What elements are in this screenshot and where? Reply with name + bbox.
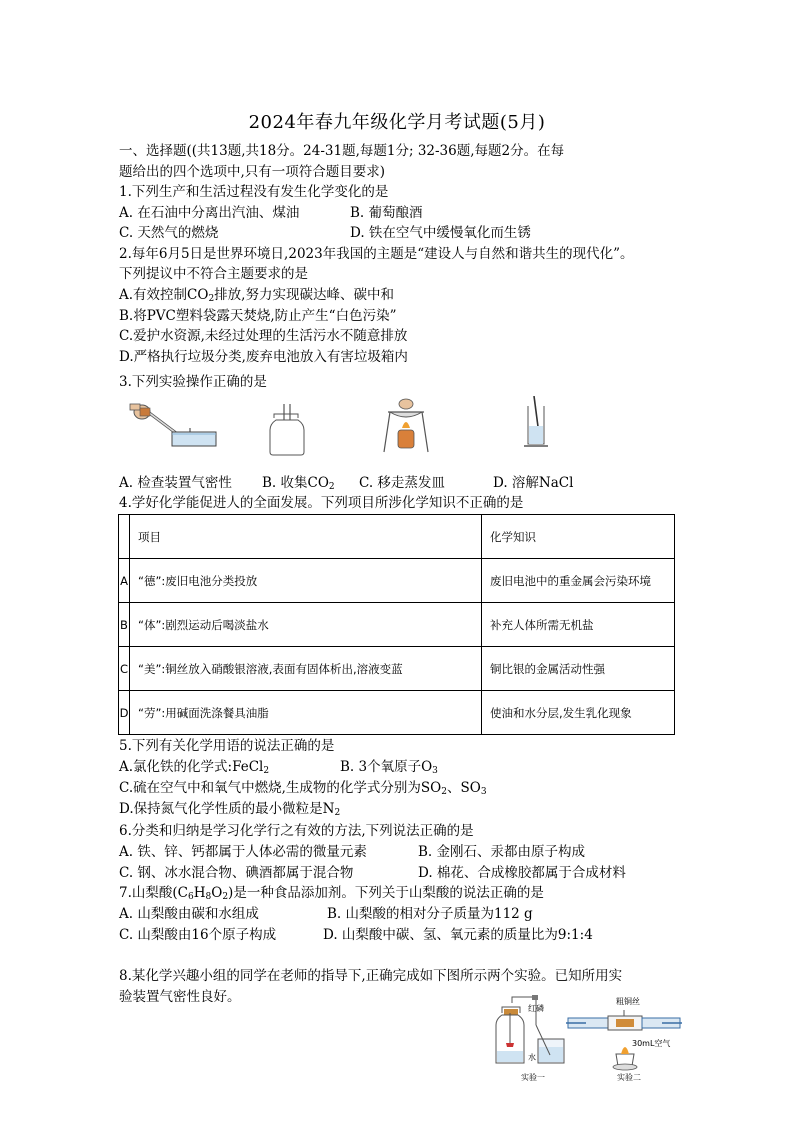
section-header-line2: 题给出的四个选项中,只有一项符合题目要求): [119, 164, 386, 180]
table-row: [119, 603, 675, 647]
table-row: [119, 691, 675, 735]
q7-option-d: D. 山梨酸中碳、氢、氧元素的质量比为9:1:4: [323, 927, 593, 943]
q1-option-d: D. 铁在空气中缓慢氧化而生锈: [350, 225, 531, 241]
q5-stem: 5.下列有关化学用语的说法正确的是: [119, 738, 335, 754]
q6-option-a: A. 铁、锌、钙都属于人体必需的微量元素: [119, 844, 367, 860]
measuring-cylinder-illustration: [522, 396, 552, 450]
q6-stem: 6.分类和归纳是学习化学行之有效的方法,下列说法正确的是: [119, 823, 474, 839]
row-item: “德”:废旧电池分类投放: [130, 559, 482, 603]
q3-option-c: C. 移走蒸发皿: [359, 475, 445, 491]
q6-option-d: D. 棉花、合成橡胶都属于合成材料: [418, 865, 626, 881]
table-cell: [119, 515, 130, 559]
q3-option-b: B. 收集$CO_2$: [262, 475, 335, 492]
q1-stem: 1.下列生产和生活过程没有发生化学变化的是: [119, 184, 389, 200]
q5-option-b: B. 3个氧原子$O_3$: [340, 759, 438, 776]
exp2-air-volume-label: 30mL空气: [632, 1039, 671, 1048]
q3-stem: 3.下列实验操作正确的是: [119, 374, 267, 390]
section-header-line1: 一、选择题((共13题,共18分。24-31题,每题1分; 32-36题,每题2分。在每: [119, 143, 565, 159]
evaporating-dish-illustration: [380, 398, 430, 454]
table-header-item: 项目: [130, 515, 482, 559]
row-label: D: [119, 691, 130, 735]
row-item: “劳”:用碱面洗涤餐具油脂: [130, 691, 482, 735]
q8-stem-line1: 8.某化学兴趣小组的同学在老师的指导下,正确完成如下图所示两个实验。已知所用实: [119, 968, 623, 984]
exp2-copper-wire-label: 粗铜丝: [616, 997, 640, 1006]
exp1-water-label: 水: [528, 1053, 536, 1062]
gas-bottle-illustration: [268, 404, 308, 456]
exp1-red-phosphorus-label: 红磷: [528, 1004, 544, 1013]
row-knowledge: 铜比银的金属活动性强: [482, 647, 675, 691]
exp2-caption: 实验二: [617, 1073, 641, 1082]
q1-option-b: B. 葡萄酿酒: [350, 205, 423, 221]
q2-option-c: C.爱护水资源,未经过处理的生活污水不随意排放: [119, 328, 408, 344]
q2-option-a: A.有效控制$CO_2$排放,努力实现碳达峰、碳中和: [119, 287, 394, 304]
row-knowledge: 使油和水分层,发生乳化现象: [482, 691, 675, 735]
q4-stem: 4.学好化学能促进人的全面发展。下列项目所涉化学知识不正确的是: [119, 495, 524, 511]
q7-stem: 7.山梨酸$(C_6H_8O_2)$是一种食品添加剂。下列关于山梨酸的说法正确的是: [119, 885, 544, 902]
table-header-row: [119, 515, 675, 559]
q7-option-a: A. 山梨酸由碳和水组成: [119, 906, 259, 922]
table-header-knowledge: 化学知识: [482, 515, 675, 559]
row-item: “美”:铜丝放入硝酸银溶液,表面有固体析出,溶液变蓝: [130, 647, 482, 691]
row-knowledge: 废旧电池中的重金属会污染环境: [482, 559, 675, 603]
row-label: A: [119, 559, 130, 603]
row-item: “体”:剧烈运动后喝淡盐水: [130, 603, 482, 647]
q3-option-d: D. 溶解NaCl: [493, 475, 574, 491]
row-label: C: [119, 647, 130, 691]
page-title: 2024年春九年级化学月考试题(5月): [248, 112, 546, 133]
q3-option-a: A. 检查装置气密性: [119, 475, 232, 491]
row-knowledge: 补充人体所需无机盐: [482, 603, 675, 647]
q5-option-a: A.氯化铁的化学式:FeCl$_2$: [119, 759, 270, 776]
q5-option-d: D.保持氮气化学性质的最小微粒是$N_2$: [119, 801, 341, 818]
q8-stem-line2: 验装置气密性良好。: [119, 989, 241, 1005]
q7-option-c: C. 山梨酸由16个原子构成: [119, 927, 277, 943]
q2-stem-line2: 下列提议中不符合主题要求的是: [119, 266, 308, 282]
table-row: [119, 559, 675, 603]
exp1-caption: 实验一: [521, 1073, 545, 1082]
q2-option-b: B.将PVC塑料袋露天焚烧,防止产生“白色污染”: [119, 308, 397, 324]
q6-option-b: B. 金刚石、汞都由原子构成: [418, 844, 586, 860]
airtightness-check-illustration: [128, 398, 223, 453]
q5-option-c: C.硫在空气中和氧气中燃烧,生成物的化学式分别为$SO_2$、$SO_3$: [119, 780, 487, 797]
q2-option-d: D.严格执行垃圾分类,废弃电池放入有害垃圾箱内: [119, 349, 408, 365]
q1-option-a: A. 在石油中分离出汽油、煤油: [119, 205, 300, 221]
table-row: [119, 647, 675, 691]
q4-table: [118, 514, 675, 735]
q6-option-c: C. 钢、冰水混合物、碘酒都属于混合物: [119, 865, 354, 881]
row-label: B: [119, 603, 130, 647]
q2-stem-line1: 2.每年6月5日是世界环境日,2023年我国的主题是“建设人与自然和谐共生的现代化”。: [119, 246, 634, 262]
q7-option-b: B. 山梨酸的相对分子质量为112 g: [327, 906, 533, 922]
q1-option-c: C. 天然气的燃烧: [119, 225, 219, 241]
